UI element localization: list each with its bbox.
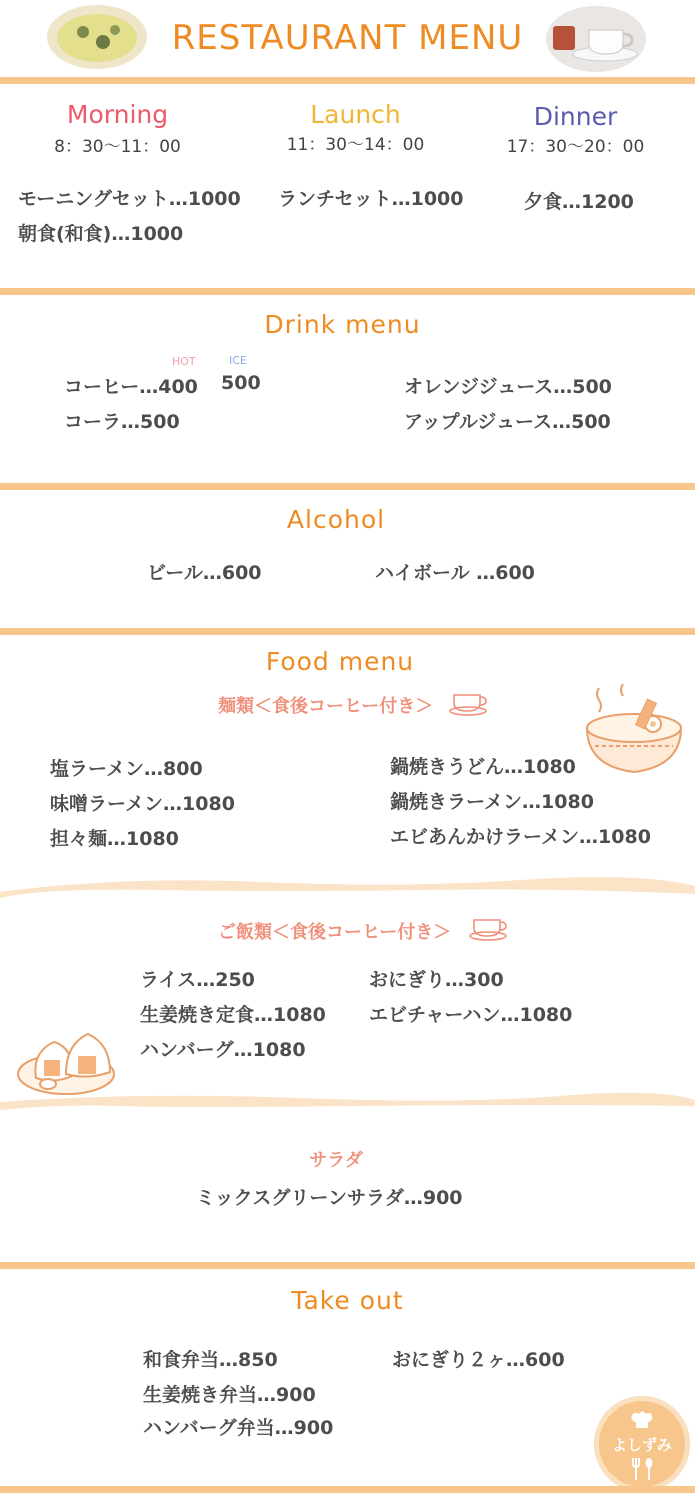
list-item: 夕食…1200 — [524, 191, 634, 213]
onigiri-icon — [14, 1022, 118, 1098]
list-item: モーニングセット…1000 — [18, 188, 241, 210]
divider-bar — [0, 483, 695, 490]
divider-bar — [0, 77, 695, 84]
list-item: ビール…600 — [147, 562, 262, 584]
list-item: 生姜焼き弁当…900 — [143, 1384, 316, 1406]
fork-spoon-icon — [630, 1458, 656, 1480]
launch-time: 11：30〜14：00 — [286, 135, 425, 155]
list-item: ハンバーグ…1080 — [140, 1039, 306, 1061]
morning-time: 8：30〜11：00 — [54, 137, 181, 157]
divider-bar — [0, 1262, 695, 1269]
page-title: RESTAURANT MENU — [171, 18, 524, 58]
wave-divider — [0, 870, 695, 900]
list-item: 塩ラーメン…800 — [50, 758, 203, 780]
divider-bar — [0, 628, 695, 635]
wave-divider — [0, 1088, 695, 1118]
list-item: 鍋焼きうどん…1080 — [390, 756, 576, 778]
ramen-bowl-icon — [585, 682, 685, 782]
section-title: Food menu — [265, 647, 415, 676]
noodles-heading: 麺類＜食後コーヒー付き＞ — [218, 696, 434, 717]
section-title: Drink menu — [264, 310, 421, 339]
list-item: コーヒー…400 — [64, 376, 198, 398]
list-item: 500 — [221, 372, 261, 394]
dinner-heading: Dinner — [533, 102, 618, 131]
list-item: ランチセット…1000 — [278, 188, 464, 210]
coffee-cup-icon — [448, 689, 490, 717]
list-item: エビチャーハン…1080 — [369, 1004, 573, 1026]
list-item: ハンバーグ弁当…900 — [143, 1417, 334, 1439]
list-item: おにぎり２ヶ…600 — [392, 1349, 565, 1371]
chef-hat-icon — [630, 1410, 654, 1430]
divider-bar — [0, 1486, 695, 1493]
hot-label: HOT — [172, 355, 196, 368]
restaurant-logo — [594, 1396, 690, 1492]
list-item: 朝食(和食)…1000 — [18, 223, 184, 245]
list-item: エビあんかけラーメン…1080 — [390, 826, 651, 848]
dinner-time: 17：30〜20：00 — [506, 137, 645, 157]
section-title: Alcohol — [286, 505, 386, 534]
list-item: 和食弁当…850 — [143, 1349, 278, 1371]
list-item: 味噌ラーメン…1080 — [50, 793, 235, 815]
divider-bar — [0, 288, 695, 295]
section-title: Take out — [291, 1286, 404, 1315]
coffee-cup-icon — [468, 914, 510, 942]
rice-heading: ご飯類＜食後コーヒー付き＞ — [218, 922, 452, 943]
list-item: 鍋焼きラーメン…1080 — [390, 791, 594, 813]
list-item: コーラ…500 — [64, 411, 180, 433]
logo-text: よしずみ — [611, 1436, 672, 1454]
coffee-cup-photo-icon — [545, 4, 647, 74]
list-item: 生姜焼き定食…1080 — [140, 1004, 326, 1026]
list-item: おにぎり…300 — [369, 969, 504, 991]
list-item: ライス…250 — [140, 969, 255, 991]
launch-heading: Launch — [310, 100, 401, 129]
list-item: 担々麺…1080 — [50, 828, 179, 850]
salad-heading: サラダ — [309, 1150, 363, 1171]
ice-label: ICE — [229, 354, 247, 367]
list-item: ミックスグリーンサラダ…900 — [196, 1187, 463, 1209]
list-item: アップルジュース…500 — [404, 411, 611, 433]
morning-heading: Morning — [66, 100, 169, 129]
list-item: ハイボール …600 — [375, 562, 535, 584]
list-item: オレンジジュース…500 — [404, 376, 612, 398]
